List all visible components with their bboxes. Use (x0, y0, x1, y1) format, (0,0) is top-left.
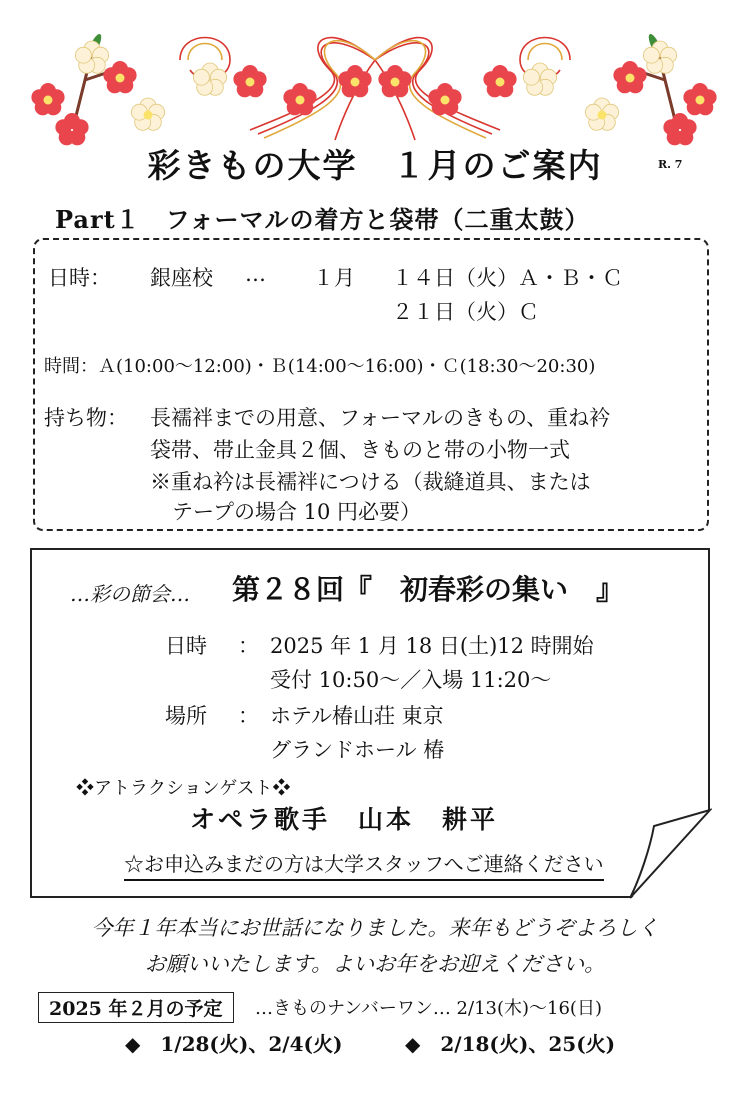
part1-items-note-2: テープの場合 10 円必要） (172, 500, 422, 524)
event-place-label: 場所 (165, 704, 207, 728)
part1-ellipsis: … (245, 262, 266, 286)
part1-items-line-2: 袋帯、帯止金具２個、きものと帯の小物一式 (150, 438, 570, 462)
part1-time-line: 時間：Ａ(10:00〜12:00)・Ｂ(14:00〜16:00)・Ｃ(18:30〜20:30) (44, 356, 596, 377)
part1-date-1: １４日（火）Ａ・Ｂ・Ｃ (392, 266, 623, 290)
part1-heading: Part１ フォーマルの着方と袋帯（二重太鼓） (55, 205, 590, 234)
plum-blossom-mizuhiki-decoration (0, 0, 750, 150)
part1-items-note-1: ※重ね衿は長襦袢につける（裁縫道具、または (150, 470, 591, 494)
part1-datetime-label: 日時： (48, 266, 111, 290)
event-datetime-line-2: 受付 10:50〜／入場 11:20〜 (270, 668, 552, 692)
schedule-label: 2025 年２月の予定 (38, 992, 234, 1023)
event-prefix: …彩の節会… (70, 582, 190, 606)
event-place-line-1: ホテル椿山荘 東京 (270, 704, 444, 728)
page-curl-icon (630, 808, 712, 900)
part1-venue: 銀座校 (150, 266, 213, 290)
page-title: 彩きもの大学 １月のご案内 (147, 146, 603, 185)
part1-items-line-1: 長襦袢までの用意、フォーマルのきもの、重ね衿 (150, 406, 611, 430)
part1-date-2: ２１日（火）Ｃ (392, 300, 539, 324)
guest-name: オペラ歌手 山本 耕平 (190, 805, 499, 834)
title-reiwa-year: R. 7 (658, 158, 683, 171)
event-datetime-colon: ： (238, 634, 259, 658)
event-datetime-line-1: 2025 年 1 月 18 日(土)12 時開始 (270, 634, 594, 658)
application-notice: ☆お申込みまだの方は大学スタッフへご連絡ください (124, 848, 604, 881)
greeting-line-1: 今年１年本当にお世話になりました。来年もどうぞよろしく (91, 916, 659, 940)
event-title: 第２８回『 初春彩の集い 』 (232, 573, 625, 606)
event-datetime-label: 日時 (165, 634, 207, 658)
schedule-extra-event: …きものナンバーワン… 2/13(木)〜16(日) (255, 998, 602, 1019)
schedule-dates-a: ◆ 1/28(火)、2/4(火) (125, 1032, 343, 1056)
guest-label: ❖アトラクションゲスト❖ (76, 778, 291, 799)
greeting-line-2: お願いいたします。よいお年をお迎えください。 (144, 952, 606, 976)
event-place-line-2: グランドホール 椿 (270, 738, 445, 762)
schedule-dates-b: ◆ 2/18(火)、25(火) (405, 1032, 616, 1056)
part1-items-label: 持ち物： (44, 406, 128, 430)
event-place-colon: ： (238, 704, 259, 728)
part1-month: １月 (313, 266, 355, 290)
